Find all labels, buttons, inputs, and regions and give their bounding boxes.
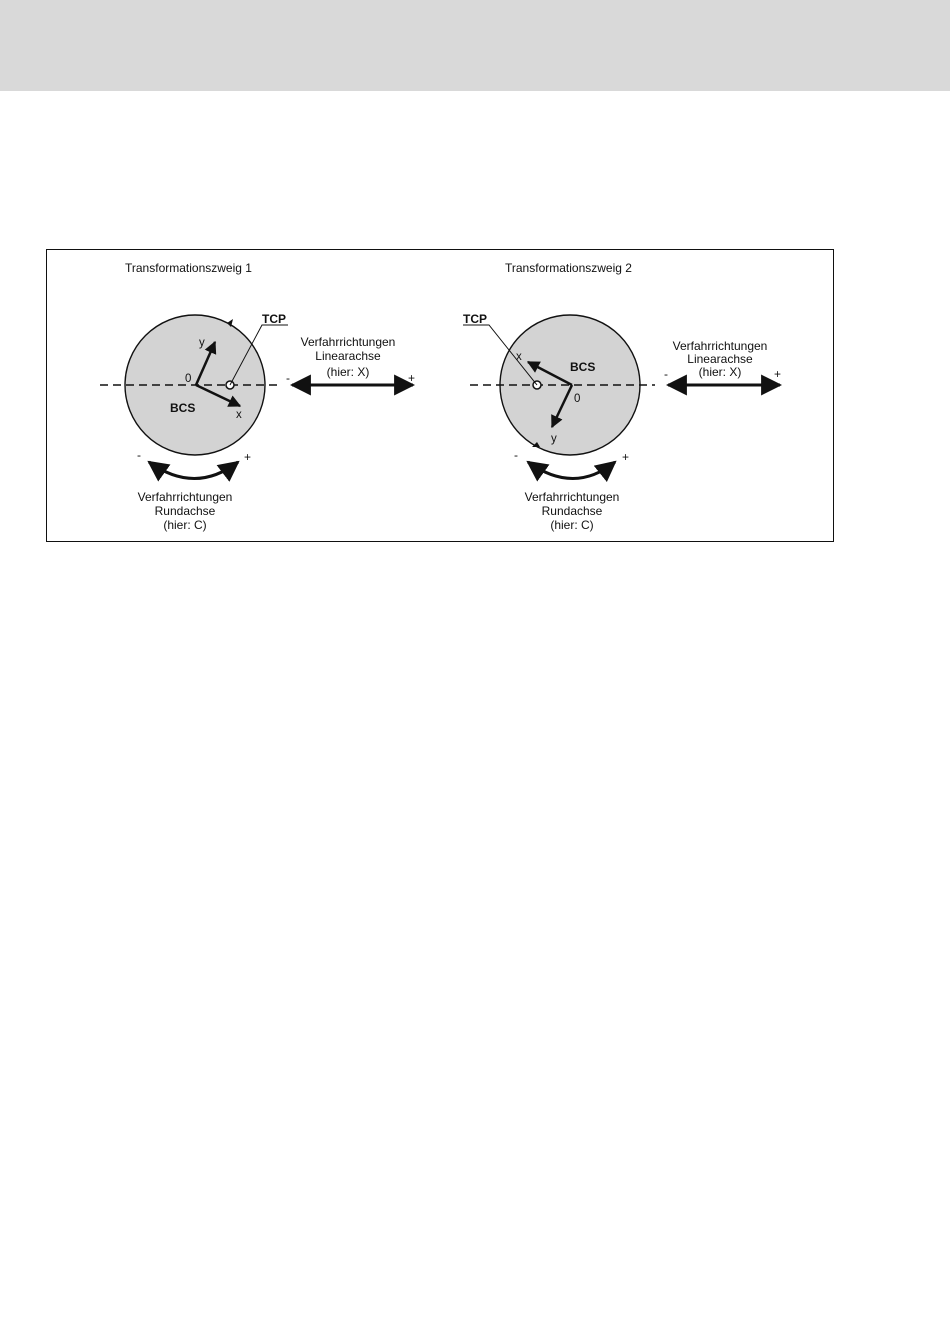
panel-1-rotary-line2: Rundachse [154, 504, 216, 518]
panel-2-rotary-line2: Rundachse [541, 504, 603, 518]
panel-2-bcs-label: BCS [570, 360, 596, 374]
panel-2-linear-minus: - [664, 367, 668, 381]
panel-2-linear-line3: (hier: X) [698, 365, 742, 379]
panel-1-origin-label: 0 [185, 373, 192, 385]
panel-2-rotary-line1: Verfahrrichtungen [524, 490, 620, 504]
panel-2-rotary-plus: + [622, 450, 630, 464]
panel-1-rotary-line3: (hier: C) [163, 518, 207, 532]
panel-2-linear-line1: Verfahrrichtungen [672, 339, 768, 353]
panel-1-linear-plus: + [408, 371, 416, 385]
panel-2-tcp-label: TCP [463, 312, 487, 326]
panel-2-title: Transformationszweig 2 [505, 261, 632, 275]
panel-2 [463, 261, 781, 532]
panel-1-rotary-axis-arrow [149, 462, 238, 479]
panel-1-x-label: x [236, 409, 242, 421]
panel-1-rotary-line1: Verfahrrichtungen [137, 490, 233, 504]
panel-1-linear-minus: - [286, 371, 290, 385]
panel-2-rotary-line3: (hier: C) [550, 518, 594, 532]
panel-1-title: Transformationszweig 1 [125, 261, 252, 275]
panel-2-linear-line2: Linearachse [687, 352, 753, 366]
panel-1-bcs-label: BCS [170, 401, 196, 415]
panel-2-origin-label: 0 [574, 393, 581, 405]
panel-2-x-label: x [516, 351, 522, 363]
panel-1-y-label: y [199, 337, 205, 349]
panel-1-tcp-label: TCP [262, 312, 286, 326]
panel-1-linear-line3: (hier: X) [326, 365, 370, 379]
panel-2-rotary-minus: - [514, 448, 518, 462]
panel-2-y-label: y [551, 433, 557, 445]
panel-1-linear-line2: Linearachse [315, 349, 381, 363]
panel-1-linear-line1: Verfahrrichtungen [300, 335, 396, 349]
panel-2-linear-plus: + [774, 367, 782, 381]
panel-1-rotary-minus: - [137, 448, 141, 462]
panel-1 [100, 261, 415, 532]
panel-1-rotary-plus: + [244, 450, 252, 464]
panel-2-rotary-axis-arrow [528, 462, 615, 479]
